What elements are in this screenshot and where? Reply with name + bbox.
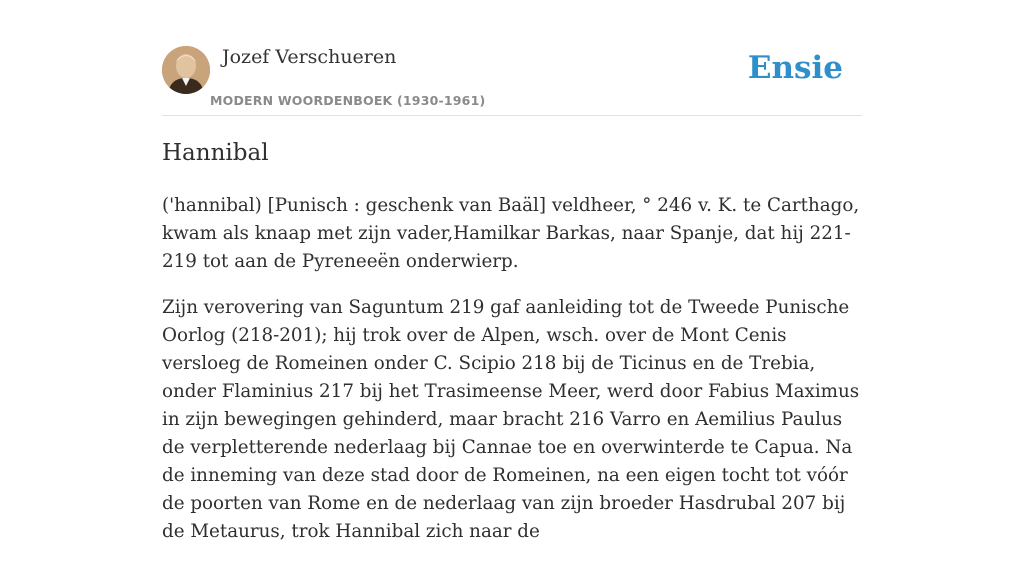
- entry-body: [162, 192, 866, 564]
- source-dictionary[interactable]: MODERN WOORDENBOEK (1930-1961): [210, 93, 486, 108]
- entry-header: [162, 44, 862, 116]
- author-name[interactable]: Jozef Verschueren: [222, 46, 397, 68]
- ensie-logo[interactable]: Ensie: [747, 50, 843, 86]
- entry-paragraph-2: Zijn verovering van Saguntum 219 gaf aanleiding tot de Tweede Punische Oorlog (218-201); hij trok over de Alpen, wsch. over de Mont Cenis versloeg de Romeinen onder C. Scipio 218 bij de Ticinus en de Trebia, onder Flaminius 217 bij het Trasimeense Meer, werd door Fabius Maximus in zijn bewegingen gehinderd, maar bracht 216 Varro en Aemilius Paulus de verpletterende nederlaag bij Cannae toe en overwinterde te Capua. Na de inneming van deze stad door de Romeinen, na een eigen tocht tot vóór de poorten van Rome en de nederlaag van zijn broeder Hasdrubal 207 bij de Metaurus, trok Hannibal zich naar de: [162, 297, 860, 542]
- portrait-photo-icon: [162, 46, 210, 94]
- header-divider: [162, 115, 862, 116]
- entry-title: Hannibal: [162, 140, 269, 166]
- author-avatar[interactable]: [162, 46, 210, 94]
- entry-paragraph-1: ('hannibal) [Punisch : geschenk van Baäl] veldheer, ° 246 v. K. te Carthago, kwam als knaap met zijn vader,Hamilkar Barkas, naar Spanje, dat hij 221-219 tot aan de Pyreneeën onderwierp.: [162, 195, 860, 272]
